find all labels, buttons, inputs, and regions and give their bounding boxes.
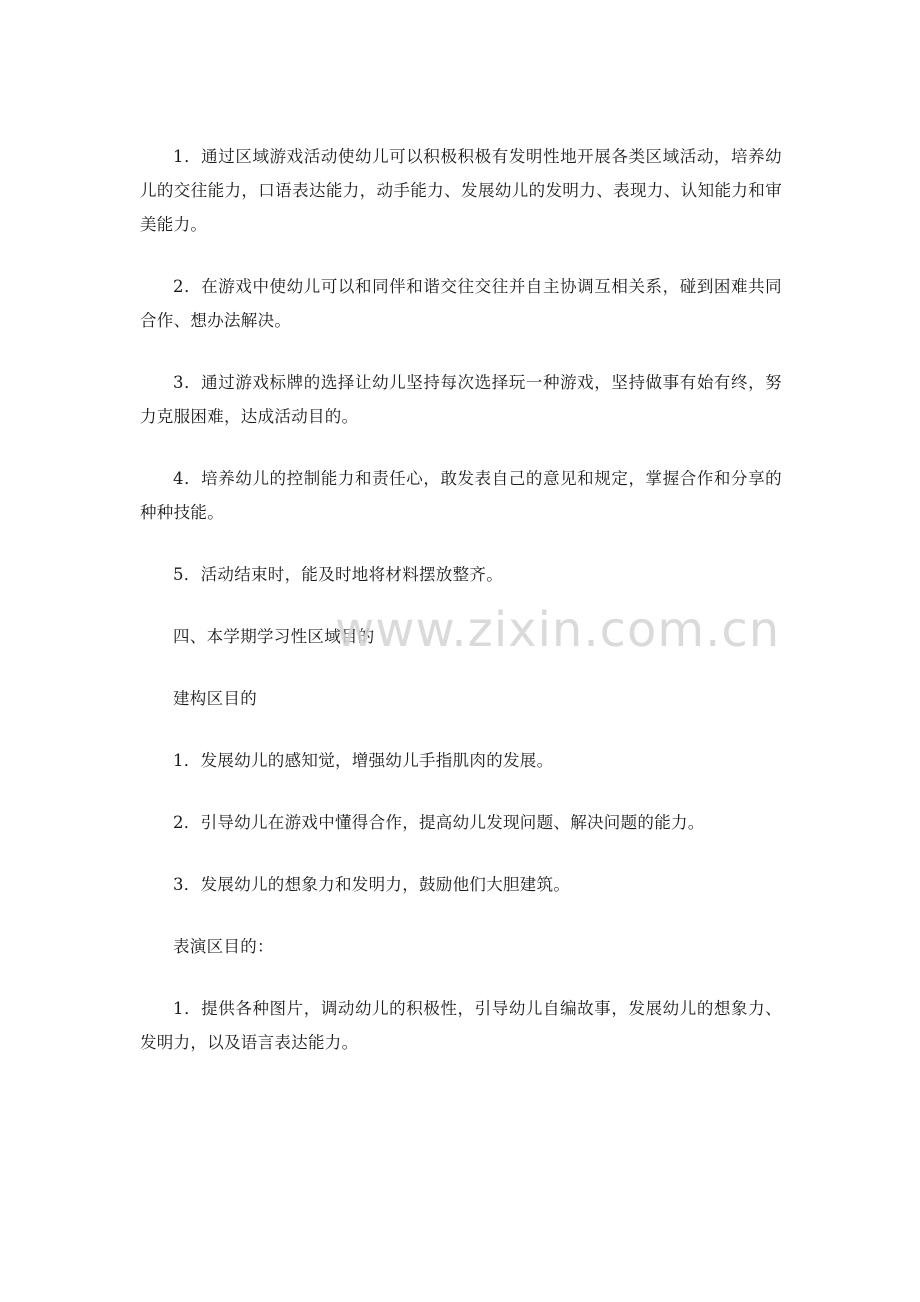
paragraph-goal-4: 4．培养幼儿的控制能力和责任心，敢发表自己的意见和规定，掌握合作和分享的种种技能。 (140, 469, 782, 522)
watermark-logo: www.zixin.com.cn (335, 602, 781, 658)
construction-goal-3: 3．发展幼儿的想象力和发明力，鼓励他们大胆建筑。 (173, 875, 571, 894)
subheading-construction-area: 建构区目的 (173, 689, 257, 708)
paragraph-goal-2: 2．在游戏中使幼儿可以和同伴和谐交往交往并自主协调互相关系，碰到困难共同合作、想办法解决。 (140, 277, 782, 330)
paragraph-goal-1: 1．通过区域游戏活动使幼儿可以积极积极有发明性地开展各类区域活动，培养幼儿的交往能力，口语表达能力，动手能力、发展幼儿的发明力、表现力、认知能力和审美能力。 (140, 147, 782, 234)
paragraph-goal-3: 3．通过游戏标牌的选择让幼儿坚持每次选择玩一种游戏，坚持做事有始有终，努力克服困难，达成活动目的。 (140, 373, 782, 426)
construction-goal-1: 1．发展幼儿的感知觉，增强幼儿手指肌肉的发展。 (173, 751, 554, 770)
section-heading-4: 四、本学期学习性区域目的 (173, 627, 375, 646)
construction-goal-2: 2．引导幼儿在游戏中懂得合作，提高幼儿发现问题、解决问题的能力。 (173, 813, 705, 832)
performance-goal-1: 1．提供各种图片，调动幼儿的积极性，引导幼儿自编故事，发展幼儿的想象力、发明力，以及语言表达能力。 (140, 999, 782, 1052)
subheading-performance-area: 表演区目的： (173, 937, 274, 956)
document-body (140, 140, 782, 1088)
paragraph-goal-5: 5．活动结束时，能及时地将材料摆放整齐。 (173, 565, 503, 584)
